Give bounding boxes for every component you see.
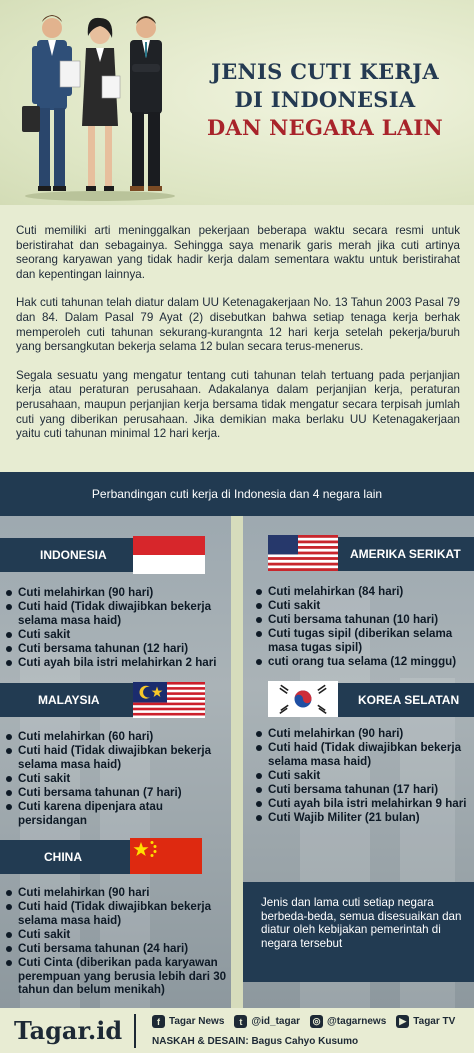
indonesia-flag-icon <box>133 536 205 574</box>
facebook-icon: f <box>152 1015 165 1028</box>
list-item: cuti orang tua selama (12 minggu) <box>256 655 472 669</box>
list-item: Cuti tugas sipil (diberikan selama masa tugas sipil) <box>256 627 472 654</box>
list-item: Cuti melahirkan (60 hari) <box>6 730 228 744</box>
title-line-2: DI INDONESIA <box>234 87 416 112</box>
youtube-icon: ▶ <box>396 1015 409 1028</box>
list-item: Cuti sakit <box>6 928 228 942</box>
list-item: Cuti melahirkan (90 hari) <box>6 586 228 600</box>
country-name-china: CHINA <box>44 850 82 864</box>
social-instagram[interactable] <box>310 1015 386 1028</box>
list-amerika <box>256 585 472 669</box>
instagram-icon: ◎ <box>310 1015 323 1028</box>
country-bar-indonesia <box>0 538 133 572</box>
list-china <box>6 886 228 997</box>
page-title <box>185 58 465 142</box>
column-divider <box>231 516 243 1008</box>
list-item: Cuti bersama tahunan (12 hari) <box>6 642 228 656</box>
social-links <box>152 1015 472 1028</box>
social-label: @tagarnews <box>327 1016 387 1027</box>
comparison-banner: Perbandingan cuti kerja di Indonesia dan 4 negara lain <box>0 472 474 516</box>
country-bar-korea <box>338 683 474 717</box>
list-item: Cuti sakit <box>256 769 472 783</box>
footer <box>0 1008 474 1053</box>
list-item: Cuti melahirkan (90 hari) <box>256 727 472 741</box>
twitter-icon: t <box>234 1015 247 1028</box>
intro-paragraph-1: Cuti memiliki arti meninggalkan pekerjaan beberapa waktu secara resmi untuk beristirahat dan sebagainya. Sehingga saya menarik garis merah jika cuti artinya seorang karyawan yang tidak hadir kerja dalam sementara waktu untuk beristirahat dan kepentingan lainnya. <box>16 224 460 281</box>
list-item: Cuti haid (Tidak diwajibkan bekerja selama masa haid) <box>6 600 228 627</box>
social-twitter[interactable] <box>234 1015 300 1028</box>
social-label: Tagar TV <box>413 1016 456 1027</box>
list-item: Cuti sakit <box>6 772 228 786</box>
list-item: Cuti melahirkan (84 hari) <box>256 585 472 599</box>
list-item: Cuti haid (Tidak diwajibkan bekerja selama masa haid) <box>6 900 228 927</box>
country-bar-china <box>0 840 130 874</box>
social-youtube[interactable] <box>396 1015 455 1028</box>
list-item: Cuti bersama tahunan (10 hari) <box>256 613 472 627</box>
business-people-illustration <box>20 6 180 201</box>
country-bar-amerika <box>338 537 474 571</box>
korea-flag-icon <box>268 681 338 717</box>
social-label: Tagar News <box>169 1016 225 1027</box>
country-bar-malaysia <box>0 683 133 717</box>
list-item: Cuti bersama tahunan (24 hari) <box>6 942 228 956</box>
social-facebook[interactable] <box>152 1015 224 1028</box>
list-item: Cuti melahirkan (90 hari <box>6 886 228 900</box>
header <box>0 0 474 205</box>
title-line-1: JENIS CUTI KERJA <box>211 59 439 84</box>
malaysia-flag-icon <box>133 682 205 718</box>
list-item: Cuti karena dipenjara atau persidangan <box>6 800 228 827</box>
list-item: Cuti Cinta (diberikan pada karyawan perempuan yang berusia lebih dari 30 tahun dan belum menikah) <box>6 956 228 997</box>
country-name-indonesia: INDONESIA <box>40 548 107 562</box>
intro-paragraph-3: Segala sesuatu yang mengatur tentang cuti tahunan telah tertuang pada perjanjian kerja atau peraturan perusahaan. Adakalanya dalam perjanjian kerja, peraturan perusahaan, maupun perjanjian kerja bersama tidak mengatur secara terpisah jumlah cuti yang diberikan perusahaan. Jika demikian maka berlaku UU Ketenagakerjaan yaitu cuti tahunan minimal 12 hari kerja. <box>16 368 460 441</box>
summary-note: Jenis dan lama cuti setiap negara berbeda-beda, semua disesuaikan dan diatur oleh kebijakan pemerintah di negara tersebut <box>243 882 474 982</box>
social-label: @id_tagar <box>251 1016 301 1027</box>
list-item: Cuti ayah bila istri melahirkan 2 hari <box>6 656 228 670</box>
list-item: Cuti Wajib Militer (21 bulan) <box>256 811 472 825</box>
list-malaysia <box>6 730 228 828</box>
usa-flag-icon <box>268 535 338 571</box>
intro-text <box>16 224 460 456</box>
list-item: Cuti sakit <box>6 628 228 642</box>
list-korea <box>256 727 472 825</box>
country-name-malaysia: MALAYSIA <box>38 693 100 707</box>
title-line-3: DAN NEGARA LAIN <box>206 115 444 140</box>
list-item: Cuti bersama tahunan (7 hari) <box>6 786 228 800</box>
credit-text: NASKAH & DESAIN: Bagus Cahyo Kusumo <box>152 1036 359 1047</box>
list-item: Cuti haid (Tidak diwajibkan bekerja selama masa haid) <box>6 744 228 771</box>
list-indonesia <box>6 586 228 670</box>
country-name-korea: KOREA SELATAN <box>358 693 460 707</box>
list-item: Cuti ayah bila istri melahirkan 9 hari <box>256 797 472 811</box>
tagar-logo: Tagar.id <box>14 1016 123 1045</box>
country-name-amerika: AMERIKA SERIKAT <box>350 547 461 561</box>
china-flag-icon <box>130 838 202 874</box>
list-item: Cuti bersama tahunan (17 hari) <box>256 783 472 797</box>
list-item: Cuti haid (Tidak diwajibkan bekerja selama masa haid) <box>256 741 472 768</box>
list-item: Cuti sakit <box>256 599 472 613</box>
intro-paragraph-2: Hak cuti tahunan telah diatur dalam UU Ketenagakerjaan No. 13 Tahun 2003 Pasal 79 dan 84. Dalam Pasal 79 Ayat (2) disebutkan bahwa setiap tenaga kerja berhak memperoleh cuti tahunan sekurang-kurangnta 12 hari kerja setelah pekerja/buruh yang bersangkutan bekerja selama 12 bulan secara terus-menerus. <box>16 296 460 354</box>
footer-divider <box>134 1014 136 1048</box>
